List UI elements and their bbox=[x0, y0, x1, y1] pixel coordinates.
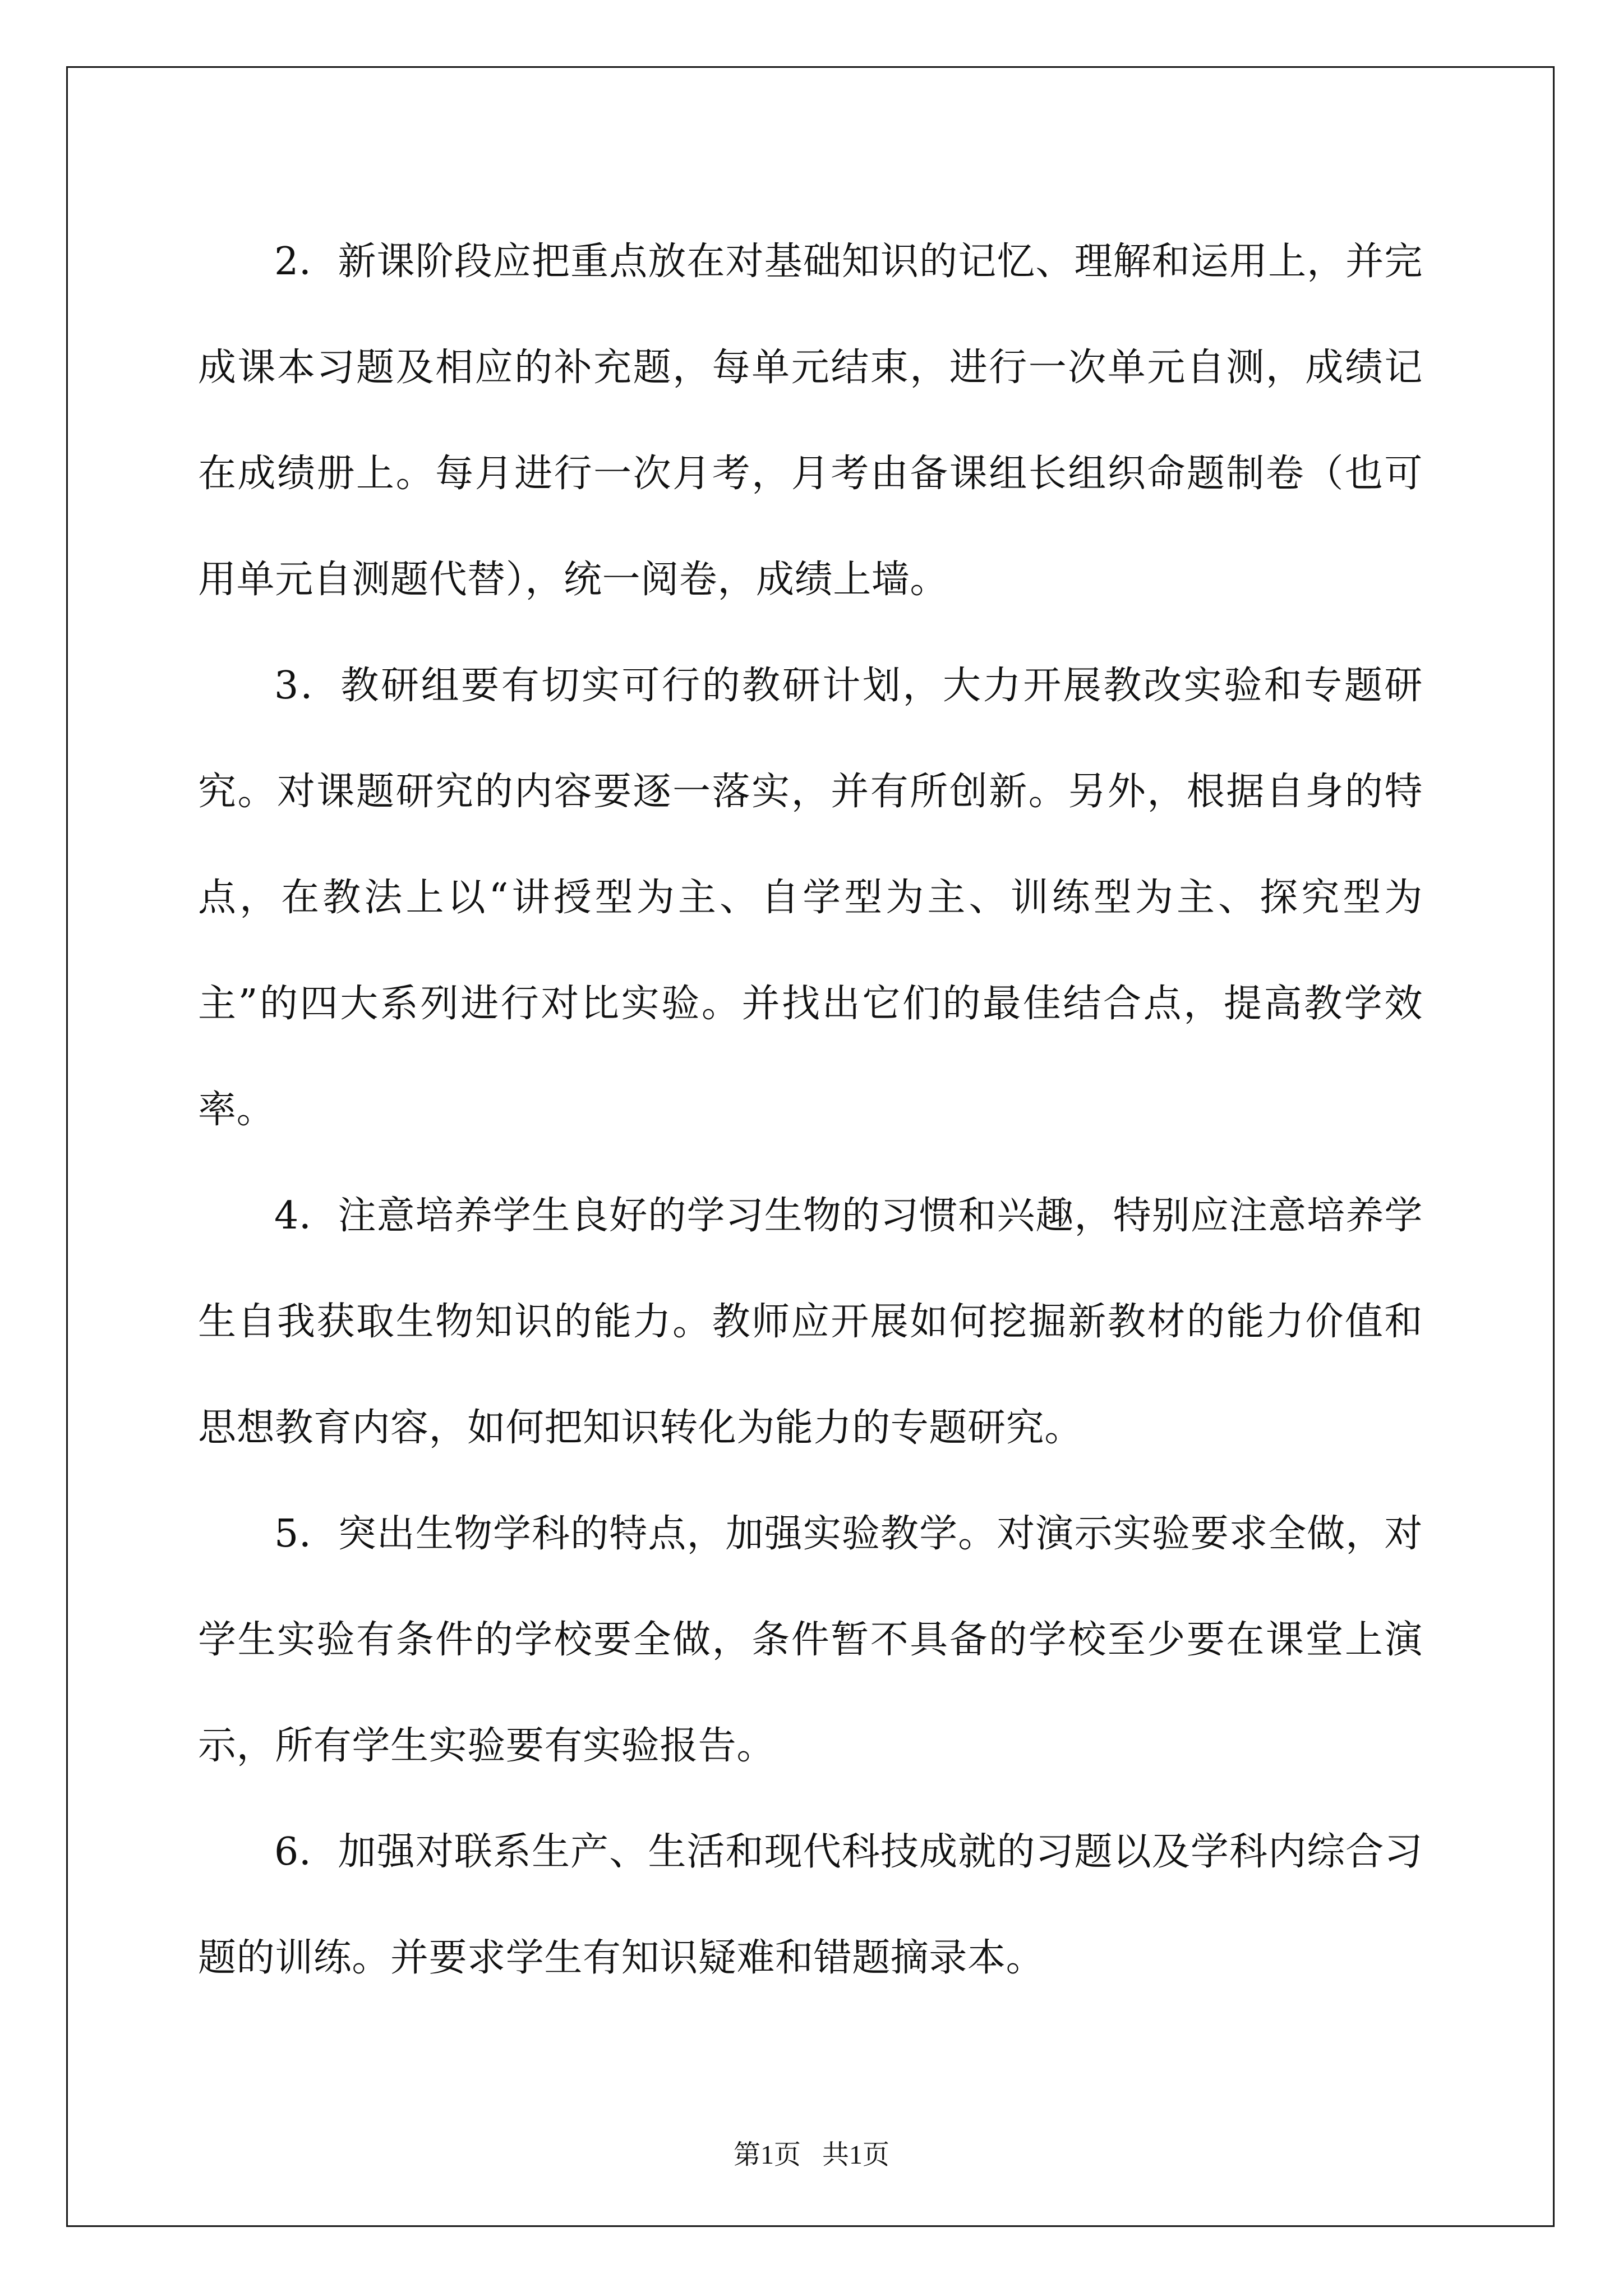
page-number: 第1页 bbox=[733, 2140, 801, 2170]
page-total: 共1页 bbox=[822, 2140, 890, 2170]
paragraph-item-4: 4．注意培养学生良好的学习生物的习惯和兴趣，特别应注意培养学生自我获取生物知识的能力。教师应开展如何挖掘新教材的能力价值和思想教育内容，如何把知识转化为能力的专题研究。 bbox=[198, 1194, 1423, 1450]
document-body bbox=[198, 209, 1423, 2011]
paragraph-item-3: 3．教研组要有切实可行的教研计划，大力开展教改实验和专题研究。对课题研究的内容要逐一落实，并有所创新。另外，根据自身的特点，在教法上以“讲授型为主、自学型为主、训练型为主、探究型为主”的四大系列进行对比实验。并找出它们的最佳结合点，提高教学效率。 bbox=[198, 664, 1423, 1132]
paragraph-item-2: 2．新课阶段应把重点放在对基础知识的记忆、理解和运用上，并完成课本习题及相应的补充题，每单元结束，进行一次单元自测，成绩记在成绩册上。每月进行一次月考，月考由备课组长组织命题制卷（也可用单元自测题代替），统一阅卷，成绩上墙。 bbox=[198, 240, 1423, 602]
page-footer bbox=[0, 2133, 1623, 2171]
paragraph-item-5: 5．突出生物学科的特点，加强实验教学。对演示实验要求全做，对学生实验有条件的学校要全做，条件暂不具备的学校至少要在课堂上演示，所有学生实验要有实验报告。 bbox=[198, 1512, 1423, 1768]
paragraph-item-6: 6．加强对联系生产、生活和现代科技成就的习题以及学科内综合习题的训练。并要求学生有知识疑难和错题摘录本。 bbox=[198, 1830, 1423, 1980]
